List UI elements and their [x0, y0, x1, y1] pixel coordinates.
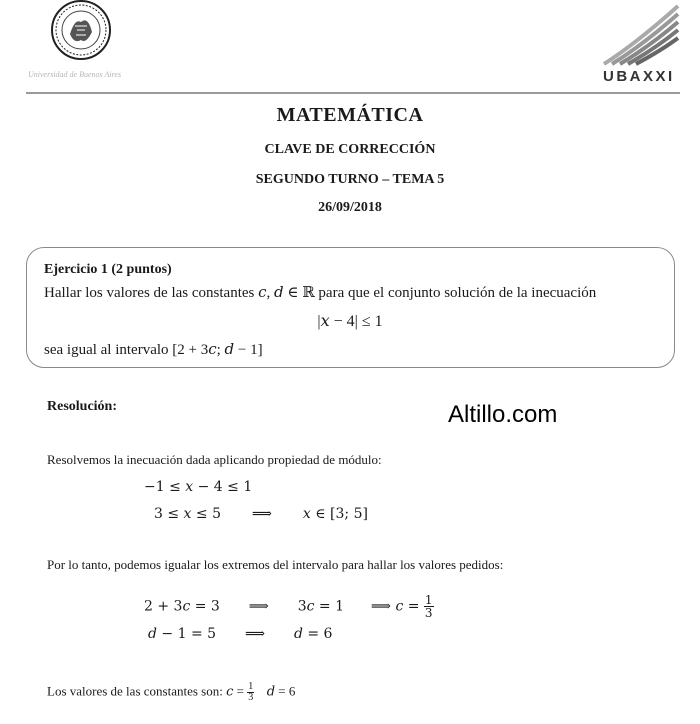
exercise-heading: Ejercicio 1 (2 puntos): [44, 262, 172, 277]
resolution-paragraph: Por lo tanto, podemos igualar los extremos del intervalo para hallar los valores pedidos:: [47, 557, 504, 572]
resolution-paragraph: Resolvemos la inecuación dada aplicando propiedad de módulo:: [47, 452, 382, 467]
exam-turn: SEGUNDO TURNO – TEMA 5: [255, 172, 445, 187]
math-expr: 𝑑 − 1 = 5: [148, 626, 217, 642]
conclusion-value: 𝑑 = 6: [266, 683, 296, 699]
fraction-numerator: 1: [424, 593, 433, 607]
exam-date: 26/09/2018: [318, 200, 382, 215]
implies-symbol: ⟹: [248, 598, 269, 615]
math-line: [154, 506, 368, 522]
math-expr: 2 + 3𝑐 = 3: [144, 598, 220, 615]
page-title: MATEMÁTICA: [276, 104, 424, 126]
fraction-denominator: 3: [424, 606, 433, 620]
seal-caption: Universidad de Buenos Aires: [28, 70, 122, 79]
exercise-statement: Hallar los valores de las constantes 𝑐, 𝑑 ∈ ℝ para que el conjunto solución de la inecuación: [44, 285, 597, 301]
math-expr: 𝑑 = 6: [293, 626, 333, 642]
page-subtitle: CLAVE DE CORRECCIÓN: [264, 142, 436, 157]
ubaxxi-swoosh-icon: [598, 2, 680, 66]
university-seal-logo: [42, 0, 120, 64]
resolution-conclusion: [47, 682, 295, 703]
math-expr: 3𝑐 = 1: [297, 598, 345, 615]
conclusion-text: Los valores de las constantes son: 𝑐 =: [47, 683, 244, 699]
brand-wordmark: UBAXXI: [603, 68, 675, 85]
math-expr: 3 ≤ 𝑥 ≤ 5: [154, 506, 221, 522]
math-expr: 𝑥 ∈ [3; 5]: [302, 506, 368, 522]
math-line: [148, 626, 332, 642]
implies-symbol: ⟹: [251, 506, 272, 522]
exercise-statement-continued: sea igual al intervalo [2 + 3𝑐; 𝑑 − 1]: [44, 342, 263, 358]
fraction-denominator: 3: [248, 692, 254, 703]
math-line: −1 ≤ 𝑥 − 4 ≤ 1: [144, 479, 253, 495]
implies-symbol: ⟹: [244, 626, 266, 642]
fraction-numerator: 1: [248, 681, 254, 692]
exercise-inequality: |𝑥 − 4| ≤ 1: [317, 313, 383, 330]
math-line: [144, 594, 434, 619]
implies-symbol: ⟹ 𝑐 =: [370, 598, 420, 615]
watermark: Altillo.com: [448, 401, 558, 428]
resolution-heading: Resolución:: [47, 399, 117, 414]
fraction: [247, 682, 254, 703]
fraction: [424, 594, 434, 619]
header-divider: [26, 92, 680, 94]
